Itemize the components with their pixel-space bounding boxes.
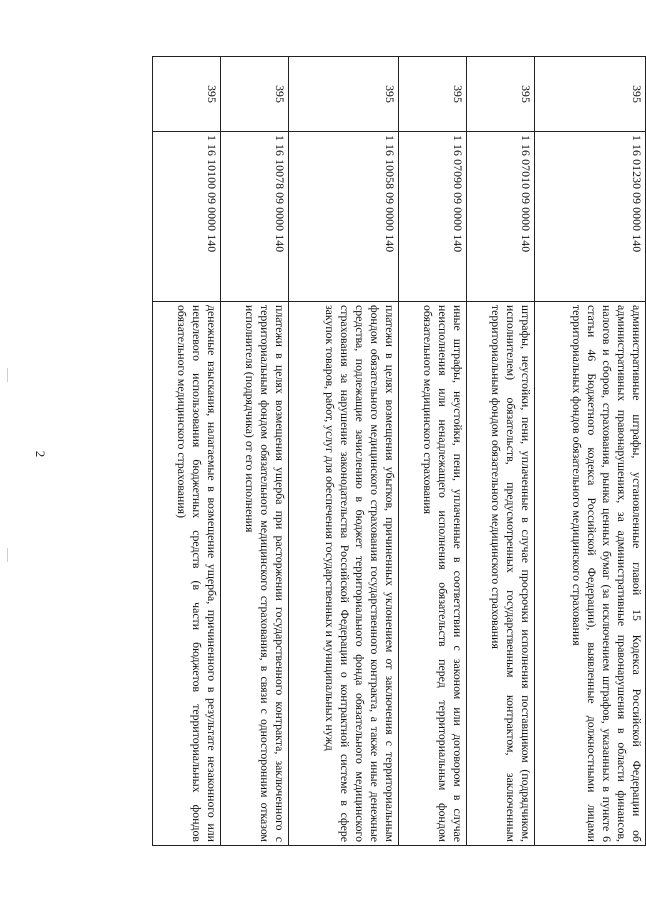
rotated-table-area — [88, 56, 646, 846]
description-cell: платежи в целях возмещения убытков, причиненных уклонением от заключения с территориальным фондом обязательного медицинского страхования государственного контракта, а также иные денежные средства, подлежащие зачислению в бюджет территориального фонда обязательного медицинского страхования за нарушение законодательства Российской Федерации о контрактной системе в сфере закупок товаров, работ, услуг для обеспечения государственных и муниципальных нужд — [289, 302, 400, 846]
budget-code-cell: 1 16 10078 09 0000 140 — [221, 132, 289, 302]
table-row — [399, 57, 467, 846]
description-cell: платежи в целях возмещения ущерба при расторжении государственного контракта, заключенного с территориальным фондом обязательного медицинского страхования, в связи с односторонним отказом исполнителя (подрядчика) от его исполнения — [221, 302, 289, 846]
description-cell: денежные взыскания, налагаемые в возмещение ущерба, причиненного в результате незаконного или нецелевого использования бюджетных средств (в части бюджетов территориальных фондов обязательного медицинского страхования) — [153, 302, 221, 846]
admin-code-cell: 395 — [399, 57, 467, 132]
table-wrapper — [88, 56, 646, 846]
table-row — [535, 57, 646, 846]
admin-code-cell: 395 — [289, 57, 400, 132]
admin-code-cell: 395 — [153, 57, 221, 132]
budget-codes-table — [152, 56, 646, 846]
scan-mark-top — [7, 368, 8, 382]
table-row — [289, 57, 400, 846]
scan-mark-bottom — [7, 548, 8, 562]
budget-code-cell: 1 16 07010 09 0000 140 — [467, 132, 535, 302]
table-row — [467, 57, 535, 846]
page-number: 2 — [33, 450, 48, 458]
description-cell: штрафы, неустойки, пени, уплаченные в случае просрочки исполнения поставщиком (подрядчиком, исполнителем) обязательств, предусмотренных государственным контрактом, заключенным территориальным фондом обязательного медицинского страхования — [467, 302, 535, 846]
description-cell: иные штрафы, неустойки, пени, уплаченные в соответствии с законом или договором в случае неисполнения или ненадлежащего исполнения обязательств перед территориальным фондом обязательного медицинского страхования — [399, 302, 467, 846]
table-row — [153, 57, 221, 846]
budget-code-cell: 1 16 01230 09 0000 140 — [535, 132, 646, 302]
table-row — [221, 57, 289, 846]
admin-code-cell: 395 — [467, 57, 535, 132]
admin-code-cell: 395 — [221, 57, 289, 132]
budget-code-cell: 1 16 07090 09 0000 140 — [399, 132, 467, 302]
budget-code-cell: 1 16 10058 09 0000 140 — [289, 132, 400, 302]
description-cell: административные штрафы, установленные главой 15 Кодекса Российской Федерации об административных правонарушениях, за административные правонарушения в области финансов, налогов и сборов, страхования, рынка ценных бумаг (за исключением штрафов, указанных в пункте 6 статьи 46 Бюджетного кодекса Российской Федерации), выявленные должностными лицами территориальных фондов обязательного медицинского страхования — [535, 302, 646, 846]
budget-code-cell: 1 16 10100 09 0000 140 — [153, 132, 221, 302]
admin-code-cell: 395 — [535, 57, 646, 132]
